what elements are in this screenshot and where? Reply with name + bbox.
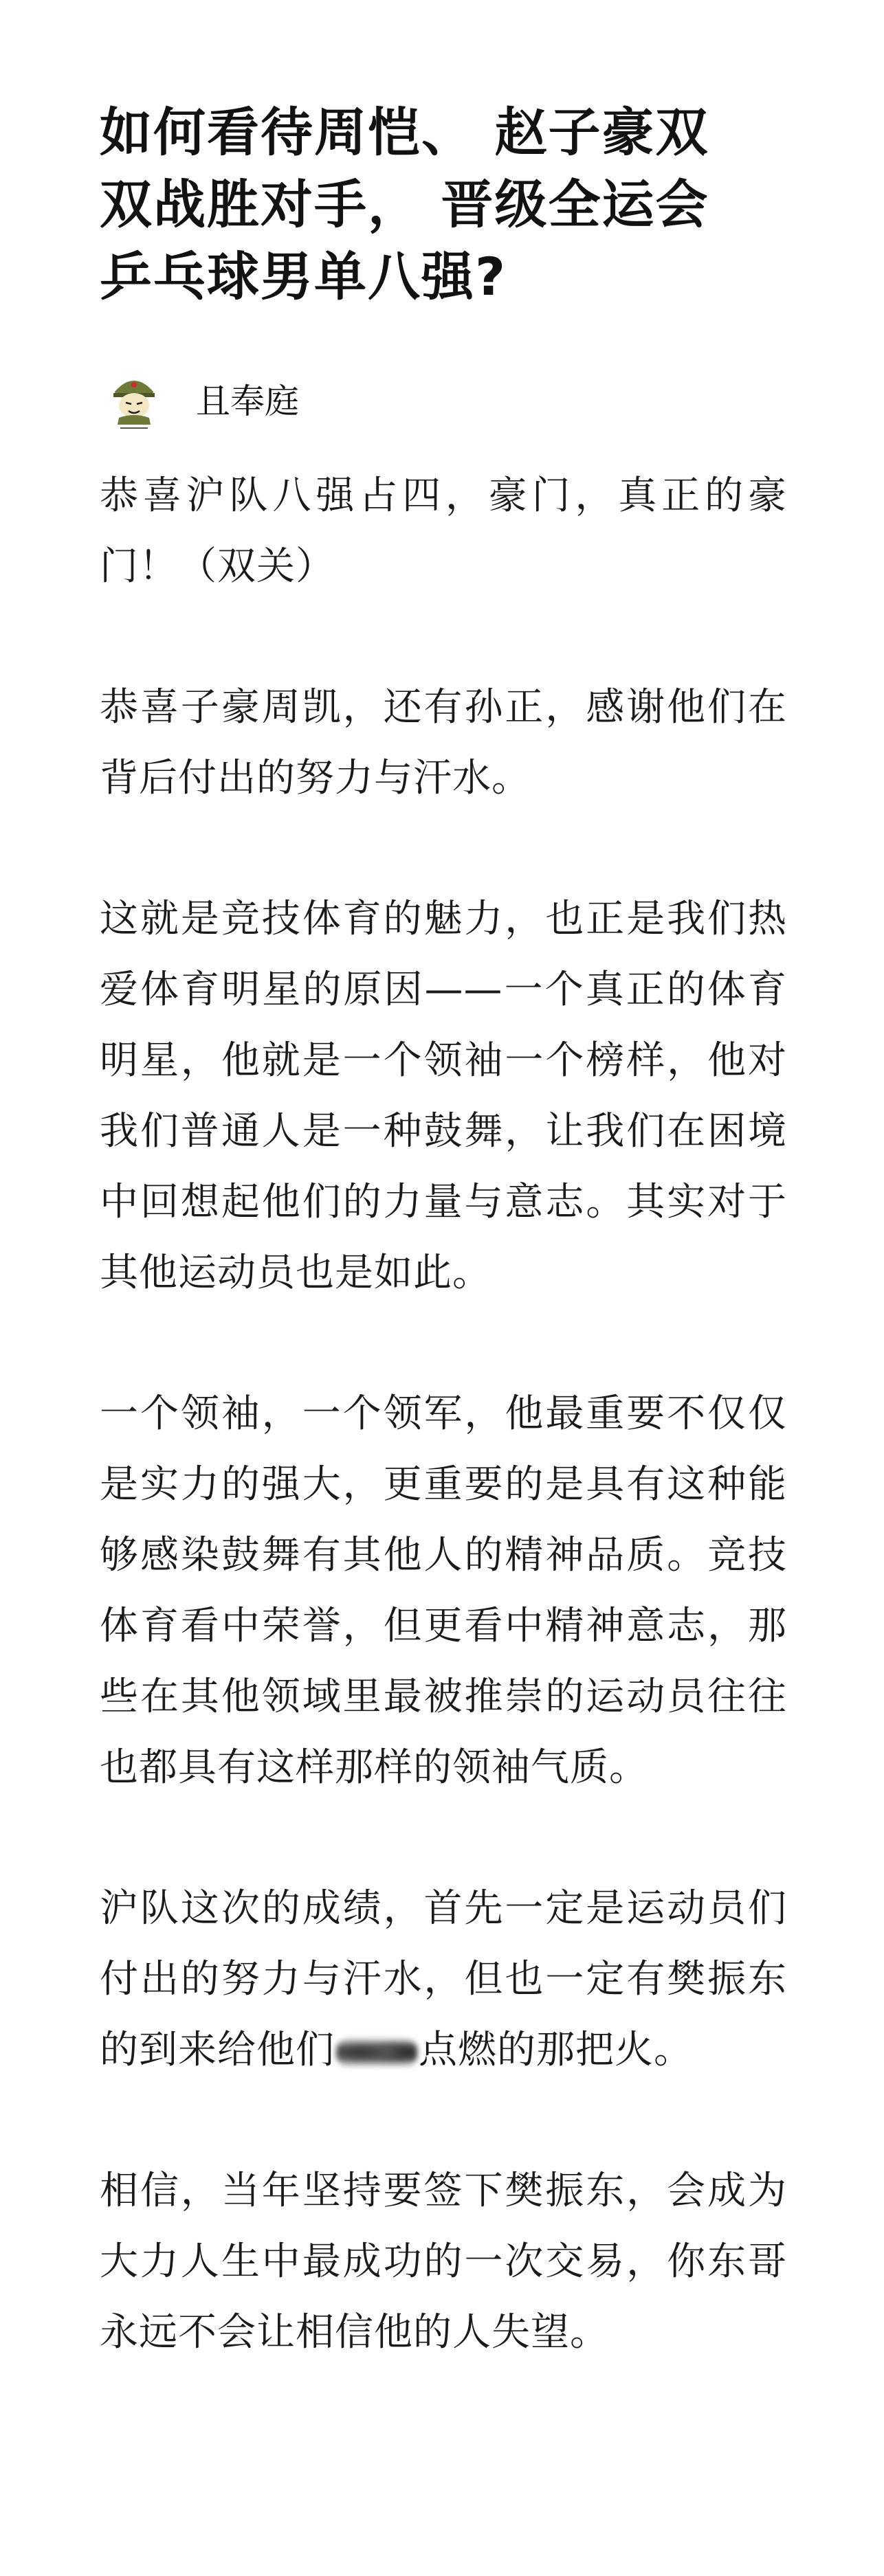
author-name[interactable]: 且奉庭	[196, 381, 299, 421]
answer-paragraph: 这就是竞技体育的魅力，也正是我们热爱体育明星的原因——一个真正的体育明星，他就是一个领袖一个榜样，他对我们普通人是一种鼓舞，让我们在困境中回想起他们的力量与意志。其实对于其他运动员也是如此。	[100, 897, 787, 1295]
answer-paragraph: 恭喜沪队八强占四，豪门，真正的豪门！（双关）	[100, 473, 787, 589]
answer-paragraph: 一个领袖，一个领军，他最重要不仅仅是实力的强大，更重要的是具有这种能够感染鼓舞有其他人的精神品质。竞技体育看中荣誉，但更看中精神意志，那些在其他领域里最被推崇的运动员往往也都具有这样那样的领袖气质。	[100, 1391, 787, 1790]
author-info[interactable]	[100, 361, 299, 436]
answer-content	[100, 460, 787, 2438]
meme-avatar-icon	[100, 364, 168, 433]
answer-paragraph: 恭喜子豪周凯，还有孙正，感谢他们在背后付出的努力与汗水。	[100, 685, 787, 800]
blurred-text-mask	[336, 2039, 417, 2066]
avatar[interactable]	[100, 364, 168, 433]
answer-paragraph-with-blur	[100, 1873, 787, 2085]
question-title[interactable]: 如何看待周恺、 赵子豪双 双战胜对手， 晋级全运会 乒乓球男单八强?	[100, 102, 709, 307]
paragraph-text-after-blur: 点燃的那把火。	[419, 2028, 693, 2072]
paragraph-text-before-blur: 沪队这次的成绩，首先一定是运动员们付出的努力与汗水，但也一定有樊振东的到来给他们	[100, 1886, 787, 2072]
answer-paragraph: 相信，当年坚持要签下樊振东，会成为大力人生中最成功的一次交易，你东哥永远不会让相信他的人失望。	[100, 2169, 787, 2355]
